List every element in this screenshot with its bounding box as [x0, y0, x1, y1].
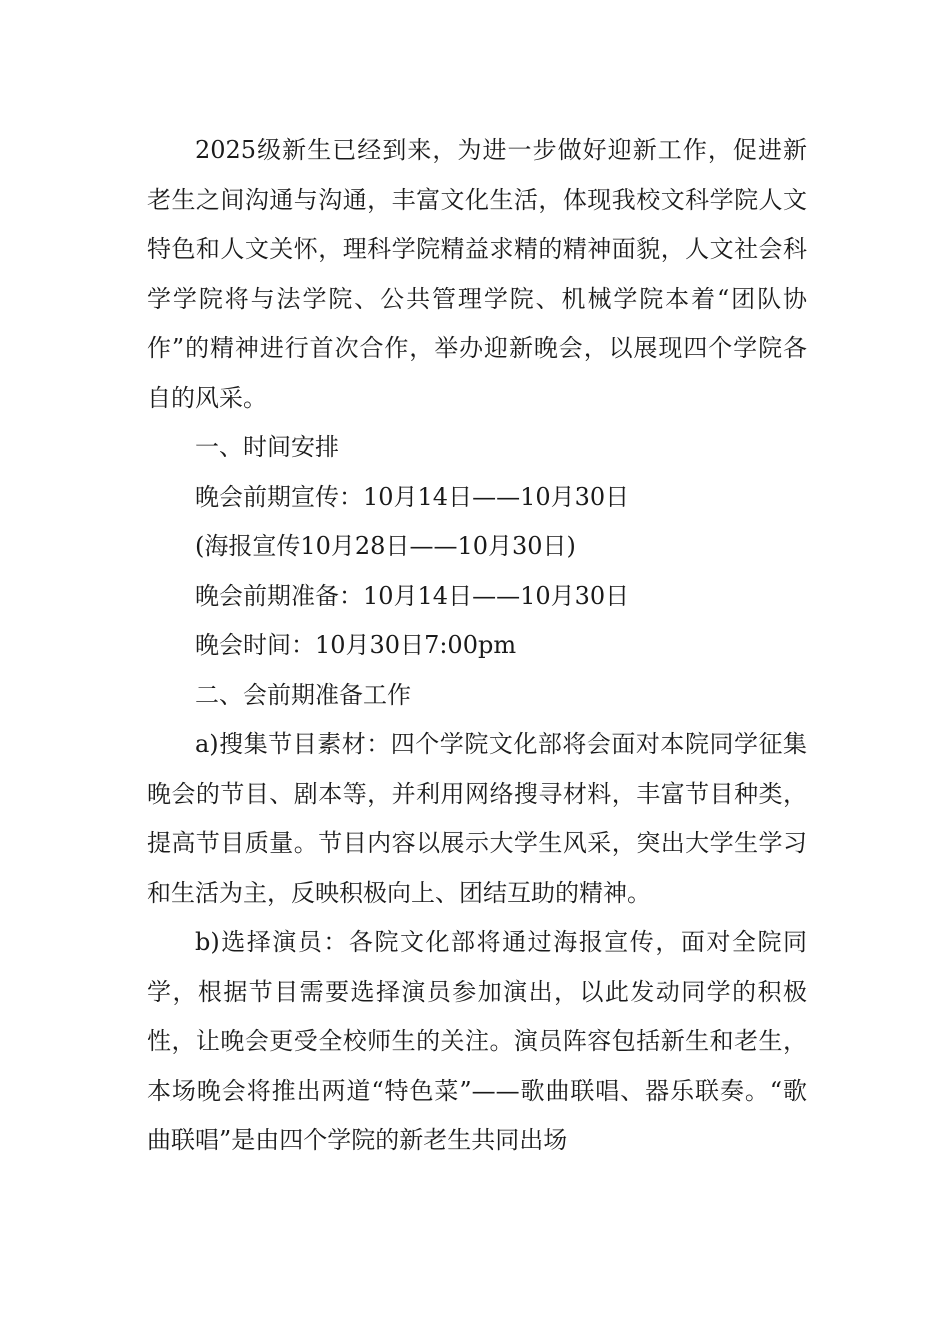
document-body: [147, 126, 807, 1166]
schedule-event-time: 晚会时间：10月30日7:00pm: [195, 631, 517, 659]
schedule-publicity: 晚会前期宣传：10月14日——10月30日: [195, 482, 630, 511]
schedule-poster: (海报宣传10月28日——10月30日): [195, 532, 576, 560]
schedule-preparation: 晚会前期准备：10月14日——10月30日: [195, 581, 630, 610]
intro-paragraph: 2025级新生已经到来，为进一步做好迎新工作，促进新老生之间沟通与沟通，丰富文化生活，体现我校文科学院人文特色和人文关怀，理科学院精益求精的精神面貌，人文社会科学学院将与法学院、公共管理学院、机械学院本着“团队协作”的精神进行首次合作，举办迎新晚会，以展现四个学院各自的风采。: [147, 136, 807, 412]
section-heading-preparation: 二、会前期准备工作: [195, 680, 411, 709]
preparation-item-a: a)搜集节目素材：四个学院文化部将会面对本院同学征集晚会的节目、剧本等，并利用网络搜寻材料，丰富节目种类，提高节目质量。节目内容以展示大学生风采，突出大学生学习和生活为主，反映积极向上、团结互助的精神。: [147, 730, 807, 907]
section-heading-schedule: 一、时间安排: [195, 433, 339, 461]
preparation-item-b: b)选择演员：各院文化部将通过海报宣传，面对全院同学，根据节目需要选择演员参加演出，以此发动同学的积极性，让晚会更受全校师生的关注。演员阵容包括新生和老生，本场晚会将推出两道“特色菜”——歌曲联唱、器乐联奏。“歌曲联唱”是由四个学院的新老生共同出场: [147, 928, 807, 1154]
